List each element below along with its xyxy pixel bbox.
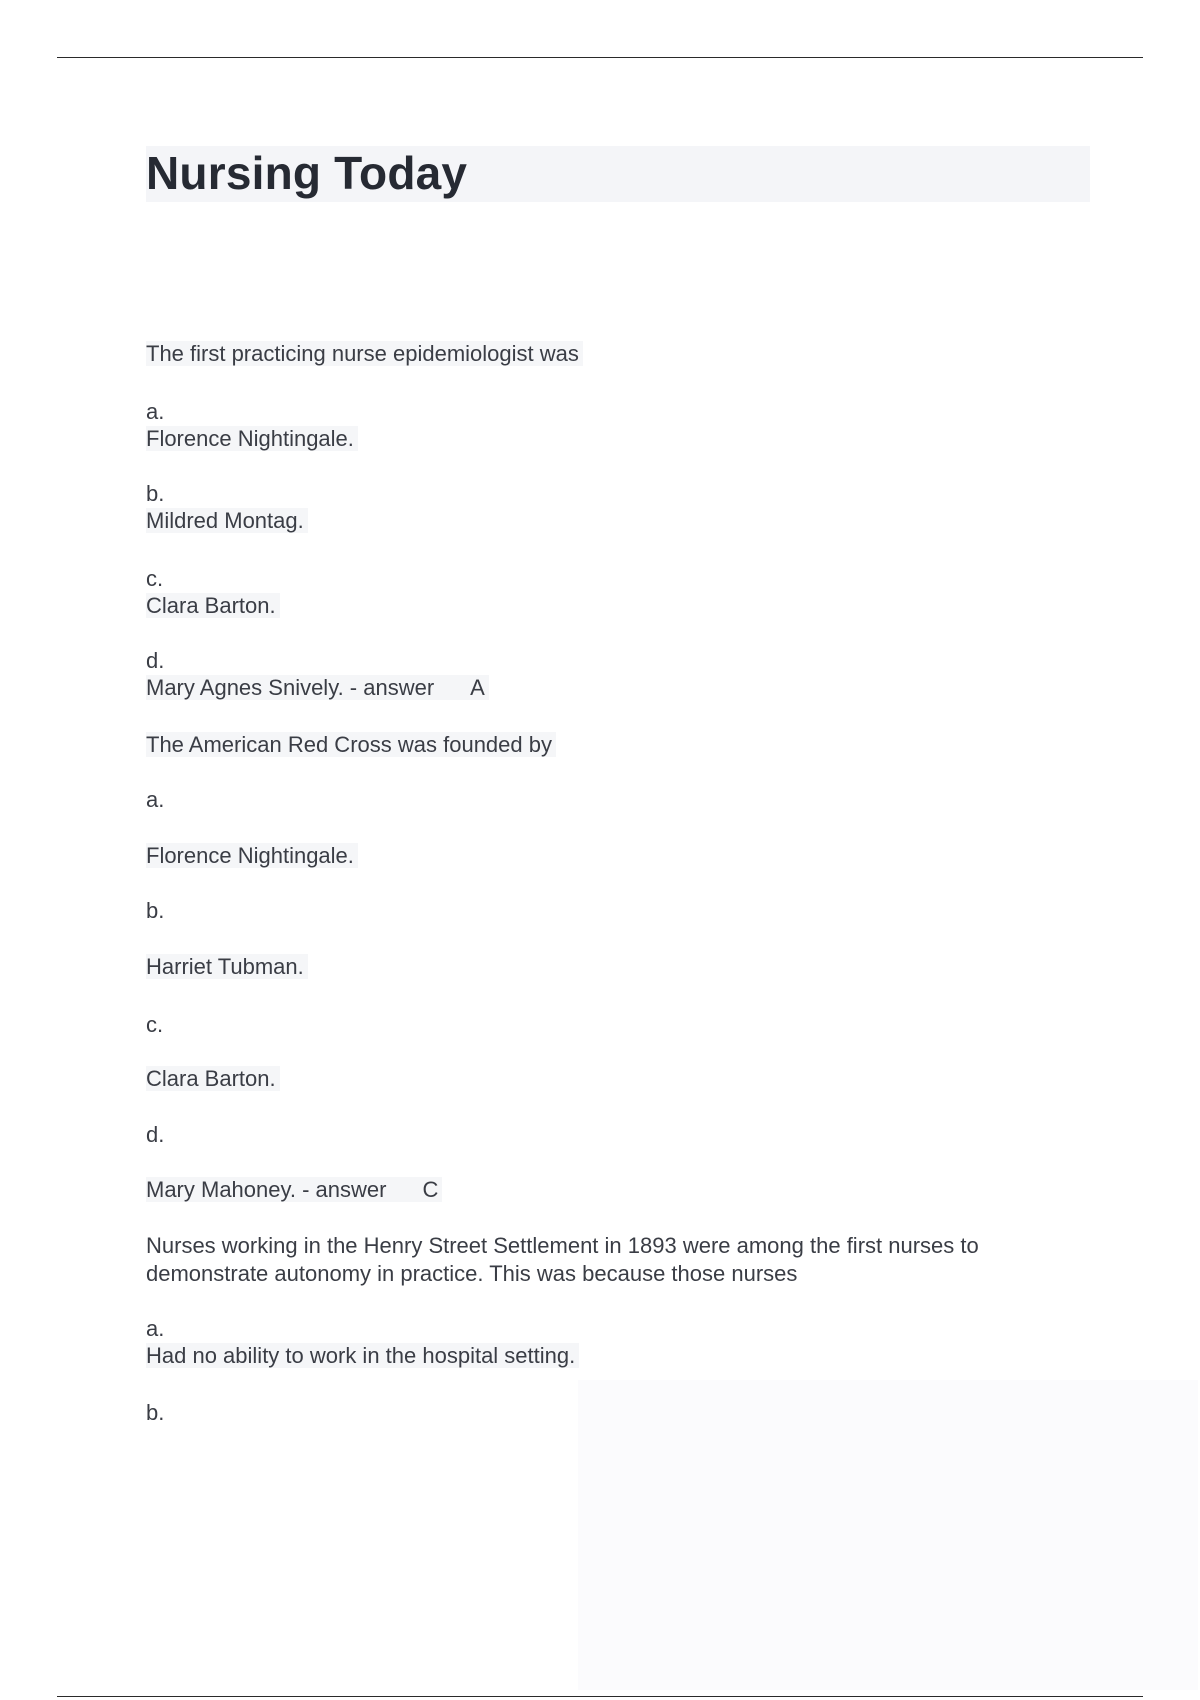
question-1-option-d-text: Mary Agnes Snively. - answer A: [146, 674, 489, 701]
question-2-option-c-text: Clara Barton.: [146, 1065, 280, 1092]
question-3-option-a-text: Had no ability to work in the hospital setting.: [146, 1342, 579, 1369]
top-rule: [57, 57, 1143, 58]
question-2-stem: The American Red Cross was founded by: [146, 731, 556, 758]
page-title: Nursing Today: [146, 147, 468, 199]
question-3-option-b-letter: b.: [146, 1400, 165, 1425]
question-2-option-d-text: Mary Mahoney. - answer C: [146, 1176, 442, 1203]
question-2-option-a-letter: a.: [146, 787, 165, 812]
question-1-option-d-letter: d.: [146, 648, 165, 673]
question-1-option-b-text: Mildred Montag.: [146, 507, 308, 534]
bottom-rule: [57, 1696, 1143, 1697]
question-1-answer: A: [470, 675, 485, 700]
question-1-stem: The first practicing nurse epidemiologist was: [146, 340, 583, 367]
question-2-option-b-letter: b.: [146, 898, 165, 923]
question-3-stem: Nurses working in the Henry Street Settlement in 1893 were among the first nurses to demonstrate autonomy in practice. This was because those nurses: [146, 1233, 979, 1286]
page-shade: [578, 1380, 1198, 1690]
question-1-option-a-text: Florence Nightingale.: [146, 425, 358, 452]
question-2-option-a-text: Florence Nightingale.: [146, 842, 358, 869]
question-2-option-c-letter: c.: [146, 1012, 164, 1037]
question-1-option-c-letter: c.: [146, 566, 164, 591]
question-1-option-a-letter: a.: [146, 399, 165, 424]
question-1-option-b-letter: b.: [146, 481, 165, 506]
question-1-option-c-text: Clara Barton.: [146, 592, 280, 619]
question-2-answer: C: [422, 1177, 439, 1202]
question-2-option-b-text: Harriet Tubman.: [146, 953, 308, 980]
question-2-option-d-letter: d.: [146, 1122, 165, 1147]
question-3-option-a-letter: a.: [146, 1316, 165, 1341]
